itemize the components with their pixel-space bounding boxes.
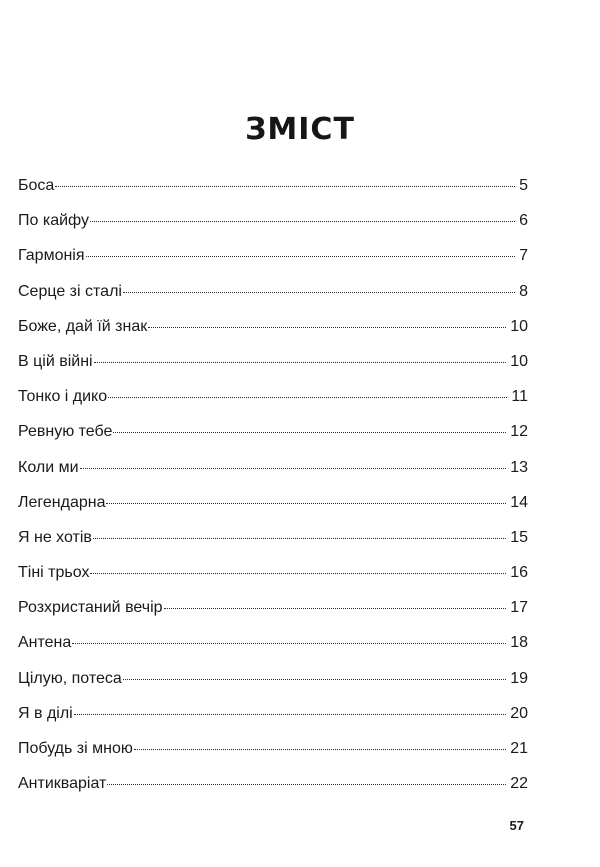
toc-entry-title: Легендарна bbox=[18, 493, 106, 511]
toc-entry bbox=[18, 282, 528, 317]
page-title: ЗМІСТ bbox=[245, 112, 355, 147]
toc-entry-page: 12 bbox=[510, 423, 528, 441]
dot-leader bbox=[123, 292, 515, 293]
toc-entry-title: Гармонія bbox=[18, 247, 85, 265]
dot-leader bbox=[94, 362, 507, 363]
toc-entry-page: 8 bbox=[519, 282, 528, 300]
toc-entry bbox=[18, 317, 528, 352]
toc-entry bbox=[18, 176, 528, 211]
dot-leader bbox=[55, 186, 515, 187]
toc-entry bbox=[18, 739, 528, 774]
toc-entry bbox=[18, 774, 528, 809]
toc-entry-title: Антена bbox=[18, 634, 72, 652]
toc-entry-page: 5 bbox=[519, 177, 528, 194]
toc-entry-title: Коли ми bbox=[18, 458, 79, 476]
toc-entry-page: 20 bbox=[510, 704, 528, 722]
toc-entry-title: Тіні трьох bbox=[18, 564, 90, 582]
toc-entry bbox=[18, 352, 528, 387]
toc-entry-title: Ревную тебе bbox=[18, 423, 113, 441]
toc-entry bbox=[18, 422, 528, 457]
dot-leader bbox=[123, 679, 506, 680]
toc-entry-page: 22 bbox=[510, 775, 528, 793]
dot-leader bbox=[86, 256, 516, 257]
toc-entry-title: Розхристаний вечір bbox=[18, 599, 163, 617]
page-number: 57 bbox=[509, 818, 524, 833]
toc-entry-page: 19 bbox=[510, 669, 528, 687]
dot-leader bbox=[90, 573, 506, 574]
dot-leader bbox=[107, 784, 506, 785]
dot-leader bbox=[108, 397, 507, 398]
toc-entry-page: 18 bbox=[510, 634, 528, 652]
toc-entry-page: 15 bbox=[510, 528, 528, 546]
toc-entry-title: Боса bbox=[18, 177, 55, 194]
toc-entry-page: 11 bbox=[511, 388, 528, 406]
toc-entry-title: Антикваріат bbox=[18, 775, 107, 793]
toc-entry bbox=[18, 669, 528, 704]
toc-entry-title: Я не хотів bbox=[18, 528, 92, 546]
toc-entry-page: 10 bbox=[510, 317, 528, 335]
dot-leader bbox=[113, 432, 506, 433]
dot-leader bbox=[74, 714, 506, 715]
dot-leader bbox=[90, 221, 515, 222]
toc-entry-page: 17 bbox=[510, 599, 528, 617]
toc-entry-title: Цілую, потеса bbox=[18, 669, 122, 687]
toc-entry-page: 6 bbox=[519, 212, 528, 230]
toc-entry-page: 13 bbox=[510, 458, 528, 476]
toc-entry-title: По кайфу bbox=[18, 212, 90, 230]
toc-entry bbox=[18, 211, 528, 246]
toc-entry-title: Я в ділі bbox=[18, 704, 73, 722]
dot-leader bbox=[164, 608, 507, 609]
toc-entry bbox=[18, 633, 528, 668]
toc-entry-title: Боже, дай їй знак bbox=[18, 317, 148, 335]
toc-entry-page: 16 bbox=[510, 564, 528, 582]
toc-entry bbox=[18, 387, 528, 422]
toc-entry-page: 21 bbox=[510, 740, 528, 757]
toc-entry-page: 7 bbox=[519, 247, 528, 265]
toc-entry-title: В цій війні bbox=[18, 352, 93, 370]
dot-leader bbox=[72, 643, 506, 644]
toc-entry bbox=[18, 246, 528, 281]
toc-entry-title: Серце зі сталі bbox=[18, 282, 122, 300]
toc-entry bbox=[18, 458, 528, 493]
toc-entry bbox=[18, 563, 528, 598]
toc-entry-title: Побудь зі мною bbox=[18, 740, 133, 757]
dot-leader bbox=[106, 503, 506, 504]
toc-entry bbox=[18, 704, 528, 739]
toc-entry bbox=[18, 528, 528, 563]
toc-entry-title: Тонко і дико bbox=[18, 388, 108, 406]
toc-entry bbox=[18, 598, 528, 633]
dot-leader bbox=[134, 749, 506, 750]
table-of-contents bbox=[18, 176, 528, 809]
dot-leader bbox=[80, 468, 507, 469]
dot-leader bbox=[148, 327, 506, 328]
dot-leader bbox=[93, 538, 506, 539]
toc-entry-page: 14 bbox=[510, 493, 528, 511]
toc-entry-page: 10 bbox=[510, 352, 528, 370]
toc-entry bbox=[18, 493, 528, 528]
